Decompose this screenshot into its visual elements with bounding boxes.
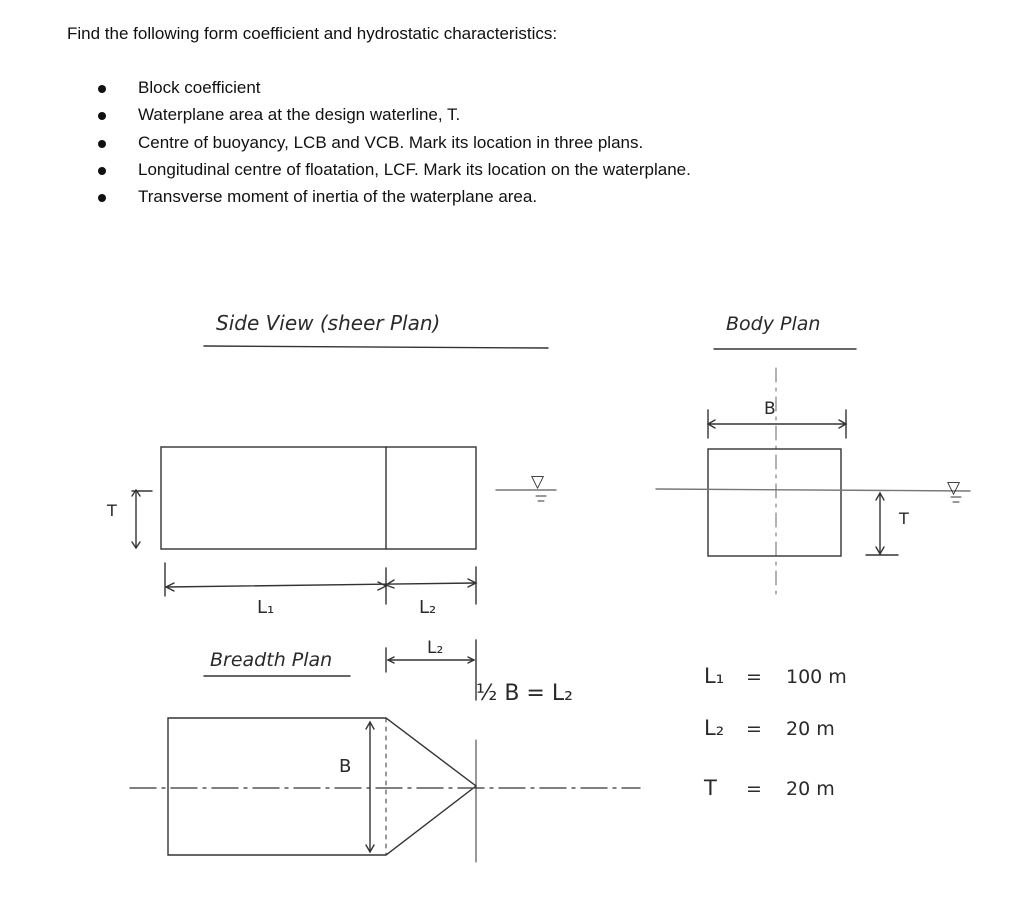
task-item-waterplane-area: Waterplane area at the design waterline, T. (98, 103, 691, 130)
given-values (703, 664, 847, 800)
breadth-plan-hull (168, 718, 476, 855)
breadth-plan-title: Breadth Plan (210, 649, 333, 671)
given-L2-value: 20 m (786, 718, 835, 740)
task-item-block-coefficient: Block coefficient (98, 76, 691, 103)
task-item-moment-of-inertia: Transverse moment of inertia of the waterplane area. (98, 185, 691, 212)
given-L1-symbol: L₁ (704, 664, 725, 688)
given-T-symbol: T (704, 776, 717, 800)
relation-half-B-equals-L2: ½ B = L₂ (476, 681, 573, 706)
waterline-symbol-body: ▽ (947, 478, 961, 498)
label-L1: L₁ (257, 597, 275, 618)
length-dim-line (166, 583, 476, 587)
given-T-equals: = (746, 778, 762, 800)
body-plan-section (708, 449, 841, 556)
given-L2-equals: = (746, 718, 762, 740)
label-B-breadth: B (339, 756, 352, 777)
side-view-title-underline (204, 346, 548, 348)
given-T-value: 20 m (786, 778, 835, 800)
task-heading: Find the following form coefficient and hydrostatic characteristics: (67, 24, 558, 43)
given-L2-symbol: L₂ (704, 716, 725, 740)
task-item-centre-of-buoyancy: Centre of buoyancy, LCB and VCB. Mark its location in three plans. (98, 131, 691, 158)
body-plan-title: Body Plan (726, 313, 821, 335)
side-view-hull (161, 447, 476, 549)
given-L1-equals: = (746, 666, 762, 688)
given-L1-value: 100 m (786, 666, 847, 688)
label-L2-side: L₂ (419, 597, 437, 618)
task-item-lcf: Longitudinal centre of floatation, LCF. Mark its location on the waterplane. (98, 158, 691, 185)
draft-label-right: T (899, 509, 909, 528)
label-L2-breadth: L₂ (427, 638, 444, 658)
draft-label-left: T (107, 501, 117, 520)
body-plan-waterline (656, 489, 970, 491)
label-B-body: B (764, 399, 776, 419)
waterline-symbol-side: ▽ (531, 472, 545, 492)
side-view-title: Side View (sheer Plan) (216, 311, 441, 335)
